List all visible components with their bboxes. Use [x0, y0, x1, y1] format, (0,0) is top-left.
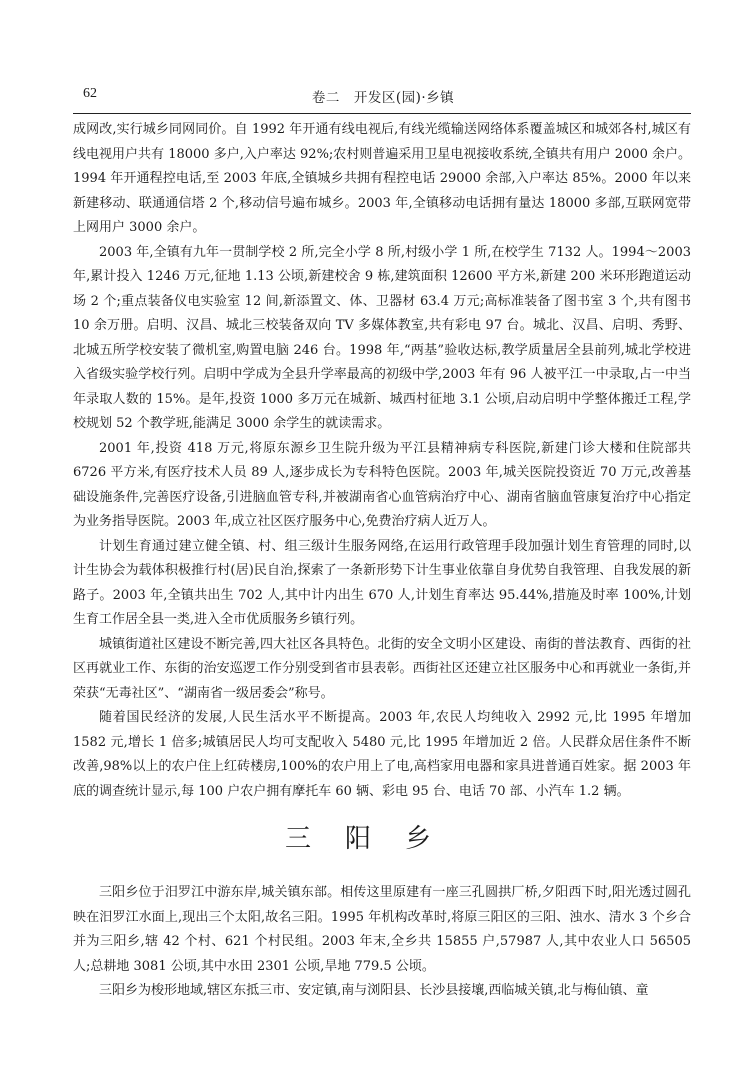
paragraph-health: 2001 年,投资 418 万元,将原东源乡卫生院升级为平江县精神病专科医院,新建门诊大楼和住院部共 6726 平方米,有医疗技术人员 89 人,逐步成长为专科特色医院。2003 年,城关医院投资近 70 万元,改善基础设施条件,完善医疗设备,引进脑血管专科,并被湖南省心血管病治疗中心、湖南省脑血管康复治疗中心指定为业务指导医院。2003 年,成立社区医疗服务中心,免费治疗病人近万人。: [73, 440, 691, 529]
paragraph-community: 城镇街道社区建设不断完善,四大社区各具特色。北街的安全文明小区建设、南街的普法教育、西街的社区再就业工作、东街的治安巡逻工作分别受到省市县表彰。西街社区还建立社区服务中心和再就业一条街,并荣获“无毒社区”、“湖南省一级居委会”称号。: [73, 636, 691, 701]
paragraph-education: 2003 年,全镇有九年一贯制学校 2 所,完全小学 8 所,村级小学 1 所,在校学生 7132 人。1994～2003 年,累计投入 1246 万元,征地 1.13 公顷,新建校舍 9 栋,建筑面积 12600 平方米,新建 200 米环形跑道运动场 2 个;重点装备仪电实验室 12 间,新添置文、体、卫器材 63.4 万元;高标准装备了图书室 3 个,共有图书 10 余万册。启明、汉昌、城北三校装备双向 TV 多媒体教室,共有彩电 97 台。城北、汉昌、启明、秀野、北城五所学校安装了微机室,购置电脑 246 台。1998 年,“两基”验收达标,教学质量居全县前列,城北学校进入省级实验学校行列。启明中学成为全县升学率最高的初级中学,2003 年有 96 人被平江一中录取,占一中当年录取人数的 15%。是年,投资 1000 多万元在城新、城西村征地 3.1 公顷,启动启明中学整体搬迁工程,学校规划 52 个教学班,能满足 3000 余学生的就读需求。: [73, 244, 691, 431]
paragraph-family-planning: 计划生育通过建立健全镇、村、组三级计生服务网络,在运用行政管理手段加强计划生育管理的同时,以计生协会为载体积极推行村(居)民自治,探索了一条新形势下计生事业依靠自身优势自我管理、自我发展的新路子。2003 年,全镇共出生 702 人,其中计内出生 670 人,计划生育率达 95.44%,措施及时率 100%,计划生育工作居全县一类,进入全市优质服务乡镇行列。: [73, 538, 691, 627]
page-header: [73, 86, 693, 110]
section-title: 三阳乡: [284, 824, 465, 854]
section-text: [73, 881, 691, 1004]
paragraph-telecom: 成网改,实行城乡同网同价。自 1992 年开通有线电视后,有线光缆输送网络体系覆盖城区和城郊各村,城区有线电视用户共有 18000 多户,入户率达 92%;农村则普遍采用卫星电视接收系统,全镇共有用户 2000 余户。1994 年开通程控电话,至 2003 年底,全镇城乡共拥有程控电话 29000 余部,入户率达 85%。2000 年以来新建移动、联通通信塔 2 个,移动信号遍布城乡。2003 年,全镇移动电话拥有量达 18000 多部,互联网宽带上网用户 3000 余户。: [73, 122, 691, 235]
paragraph-living-standard: 随着国民经济的发展,人民生活水平不断提高。2003 年,农民人均纯收入 2992 元,比 1995 年增加 1582 元,增长 1 倍多;城镇居民人均可支配收入 5480 元,比 1995 年增加近 2 倍。人民群众居住条件不断改善,98%以上的农户住上红砖楼房,100%的农户用上了电,高档家用电器和家具进普通百姓家。据 2003 年底的调查统计显示,每 100 户农户拥有摩托车 60 辆、彩电 95 台、电话 70 部、小汽车 1.2 辆。: [73, 710, 691, 799]
paragraph-sanyang-geography: 三阳乡为梭形地域,辖区东抵三市、安定镇,南与浏阳县、长沙县接壤,西临城关镇,北与梅仙镇、童: [99, 983, 649, 998]
body-text: [73, 118, 691, 804]
running-head: 卷二 开发区(园)·乡镇: [311, 90, 455, 106]
page-number: 62: [83, 86, 97, 101]
header-rule: [73, 113, 691, 114]
paragraph-sanyang-intro: 三阳乡位于汨罗江中游东岸,城关镇东部。相传这里原建有一座三孔圆拱厂桥,夕阳西下时,阳光透过圆孔映在汨罗江水面上,现出三个太阳,故名三阳。1995 年机构改革时,将原三阳区的三阳、浊水、清水 3 个乡合并为三阳乡,辖 42 个村、621 个村民组。2003 年末,全乡共 15855 户,57987 人,其中农业人口 56505 人;总耕地 3081 公顷,其中水田 2301 公顷,旱地 779.5 公顷。: [73, 885, 691, 974]
